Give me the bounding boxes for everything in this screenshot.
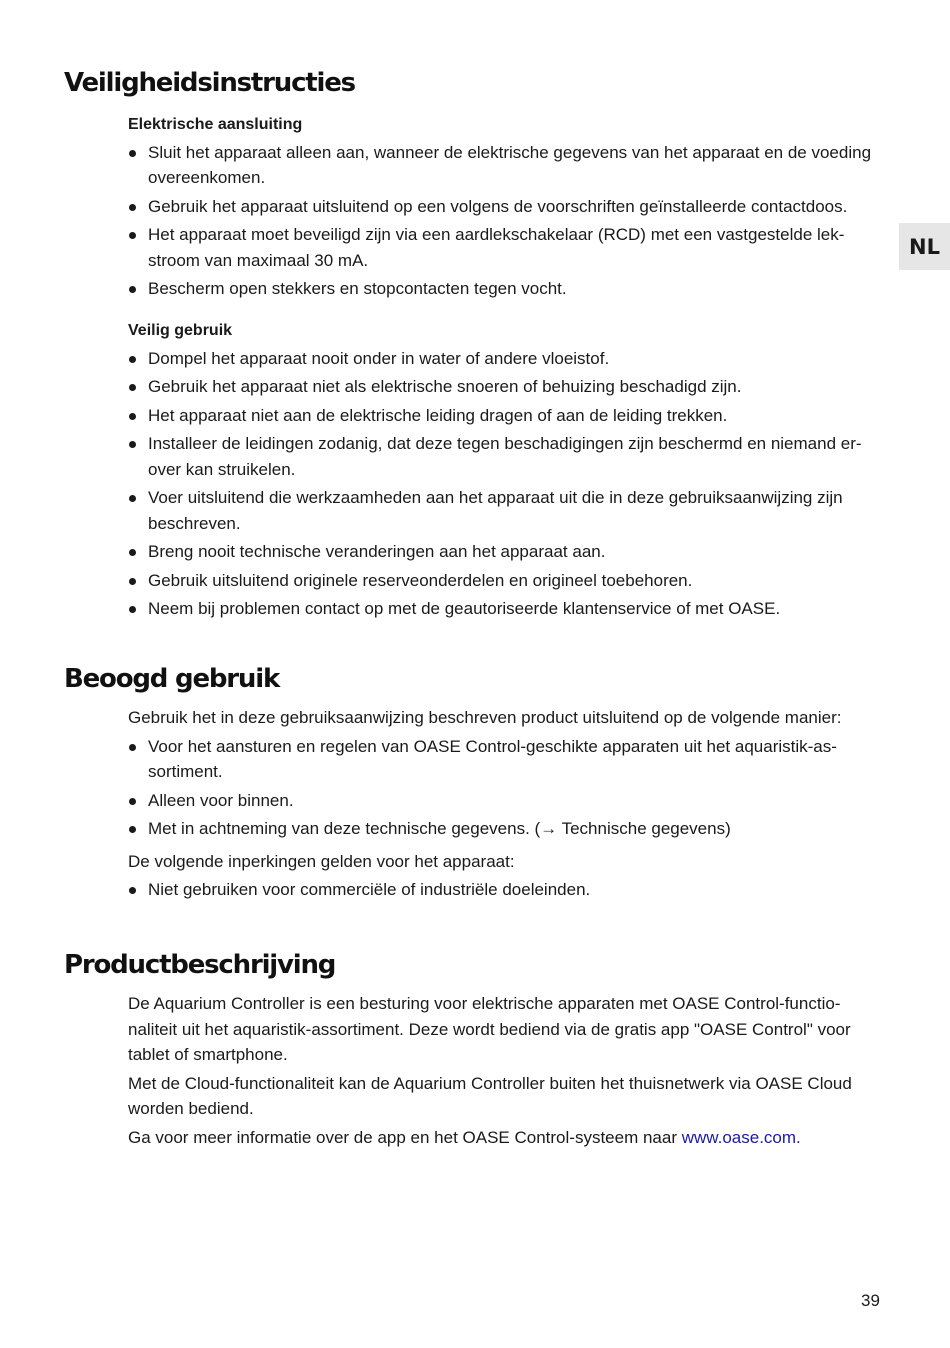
list-item: Dompel het apparaat nooit onder in water of andere vloeistof. xyxy=(128,346,883,372)
list-item: Gebruik het apparaat niet als elektrische snoeren of behuizing beschadigd zijn. xyxy=(128,374,883,400)
product-paragraph xyxy=(128,1125,883,1151)
intended-use-intro: Gebruik het in deze gebruiksaanwijzing beschreven product uitsluitend op de volgende manier: xyxy=(128,708,842,727)
oase-website-link[interactable]: www.oase.com. xyxy=(681,1127,801,1147)
product-content xyxy=(128,991,883,1153)
list-item: Breng nooit technische veranderingen aan het apparaat aan. xyxy=(128,539,883,565)
list-item: Voor het aansturen en regelen van OASE Control-geschikte apparaten uit het aquaristik-as-sortiment. xyxy=(128,734,883,785)
list-item: Installeer de leidingen zodanig, dat deze tegen beschadigingen zijn beschermd en niemand er-over kan struikelen. xyxy=(128,431,883,482)
list-item: Met in achtneming van deze technische gegevens. (→ Technische gegevens) xyxy=(128,816,883,842)
list-item: Gebruik uitsluitend originele reserveonderdelen en origineel toebehoren. xyxy=(128,568,883,594)
section-title-intended-use: Beoogd gebruik xyxy=(64,664,280,694)
product-paragraph: De Aquarium Controller is een besturing voor elektrische apparaten met OASE Control-functio-naliteit uit het aquaristik-assortiment. Deze wordt bediend via de gratis app "OASE Control" voor tablet of smartphone. xyxy=(128,994,851,1064)
electrical-list xyxy=(128,140,883,302)
list-item: Voer uitsluitend die werkzaamheden aan het apparaat uit die in deze gebruiksaanwijzing zijn beschreven. xyxy=(128,485,883,536)
safe-use-content xyxy=(128,318,883,625)
section-title-product: Productbeschrijving xyxy=(64,950,336,980)
safety-content xyxy=(128,112,883,305)
product-paragraph-text: Ga voor meer informatie over de app en het OASE Control-systeem naar xyxy=(128,1127,682,1147)
list-item: Sluit het apparaat alleen aan, wanneer de elektrische gegevens van het apparaat en de voeding overeenkomen. xyxy=(128,140,883,191)
electrical-heading: Elektrische aansluiting xyxy=(128,116,303,133)
list-item: Alleen voor binnen. xyxy=(128,788,883,814)
list-item: Neem bij problemen contact op met de geautoriseerde klantenservice of met OASE. xyxy=(128,596,883,622)
page-number: 39 xyxy=(861,1291,880,1310)
list-item: Het apparaat moet beveiligd zijn via een aardlekschakelaar (RCD) met een vastgestelde lek-stroom van maximaal 30 mA. xyxy=(128,222,883,273)
section-title-safety: Veiligheidsinstructies xyxy=(64,68,355,98)
product-paragraph: Met de Cloud-functionaliteit kan de Aquarium Controller buiten het thuisnetwerk via OASE Cloud worden bediend. xyxy=(128,1073,852,1118)
list-item: Bescherm open stekkers en stopcontacten tegen vocht. xyxy=(128,276,883,302)
intended-use-list xyxy=(128,734,883,842)
intended-use-content xyxy=(128,705,883,906)
list-item: Niet gebruiken voor commerciële of industriële doeleinden. xyxy=(128,877,883,903)
language-tab-nl: NL xyxy=(899,223,950,270)
list-item: Het apparaat niet aan de elektrische leiding dragen of aan de leiding trekken. xyxy=(128,403,883,429)
safe-use-heading: Veilig gebruik xyxy=(128,322,233,339)
restriction-intro: De volgende inperkingen gelden voor het apparaat: xyxy=(128,851,515,871)
safe-use-list xyxy=(128,346,883,622)
list-item: Gebruik het apparaat uitsluitend op een volgens de voorschriften geïnstalleerde contactdoos. xyxy=(128,194,883,220)
restriction-list xyxy=(128,877,883,903)
